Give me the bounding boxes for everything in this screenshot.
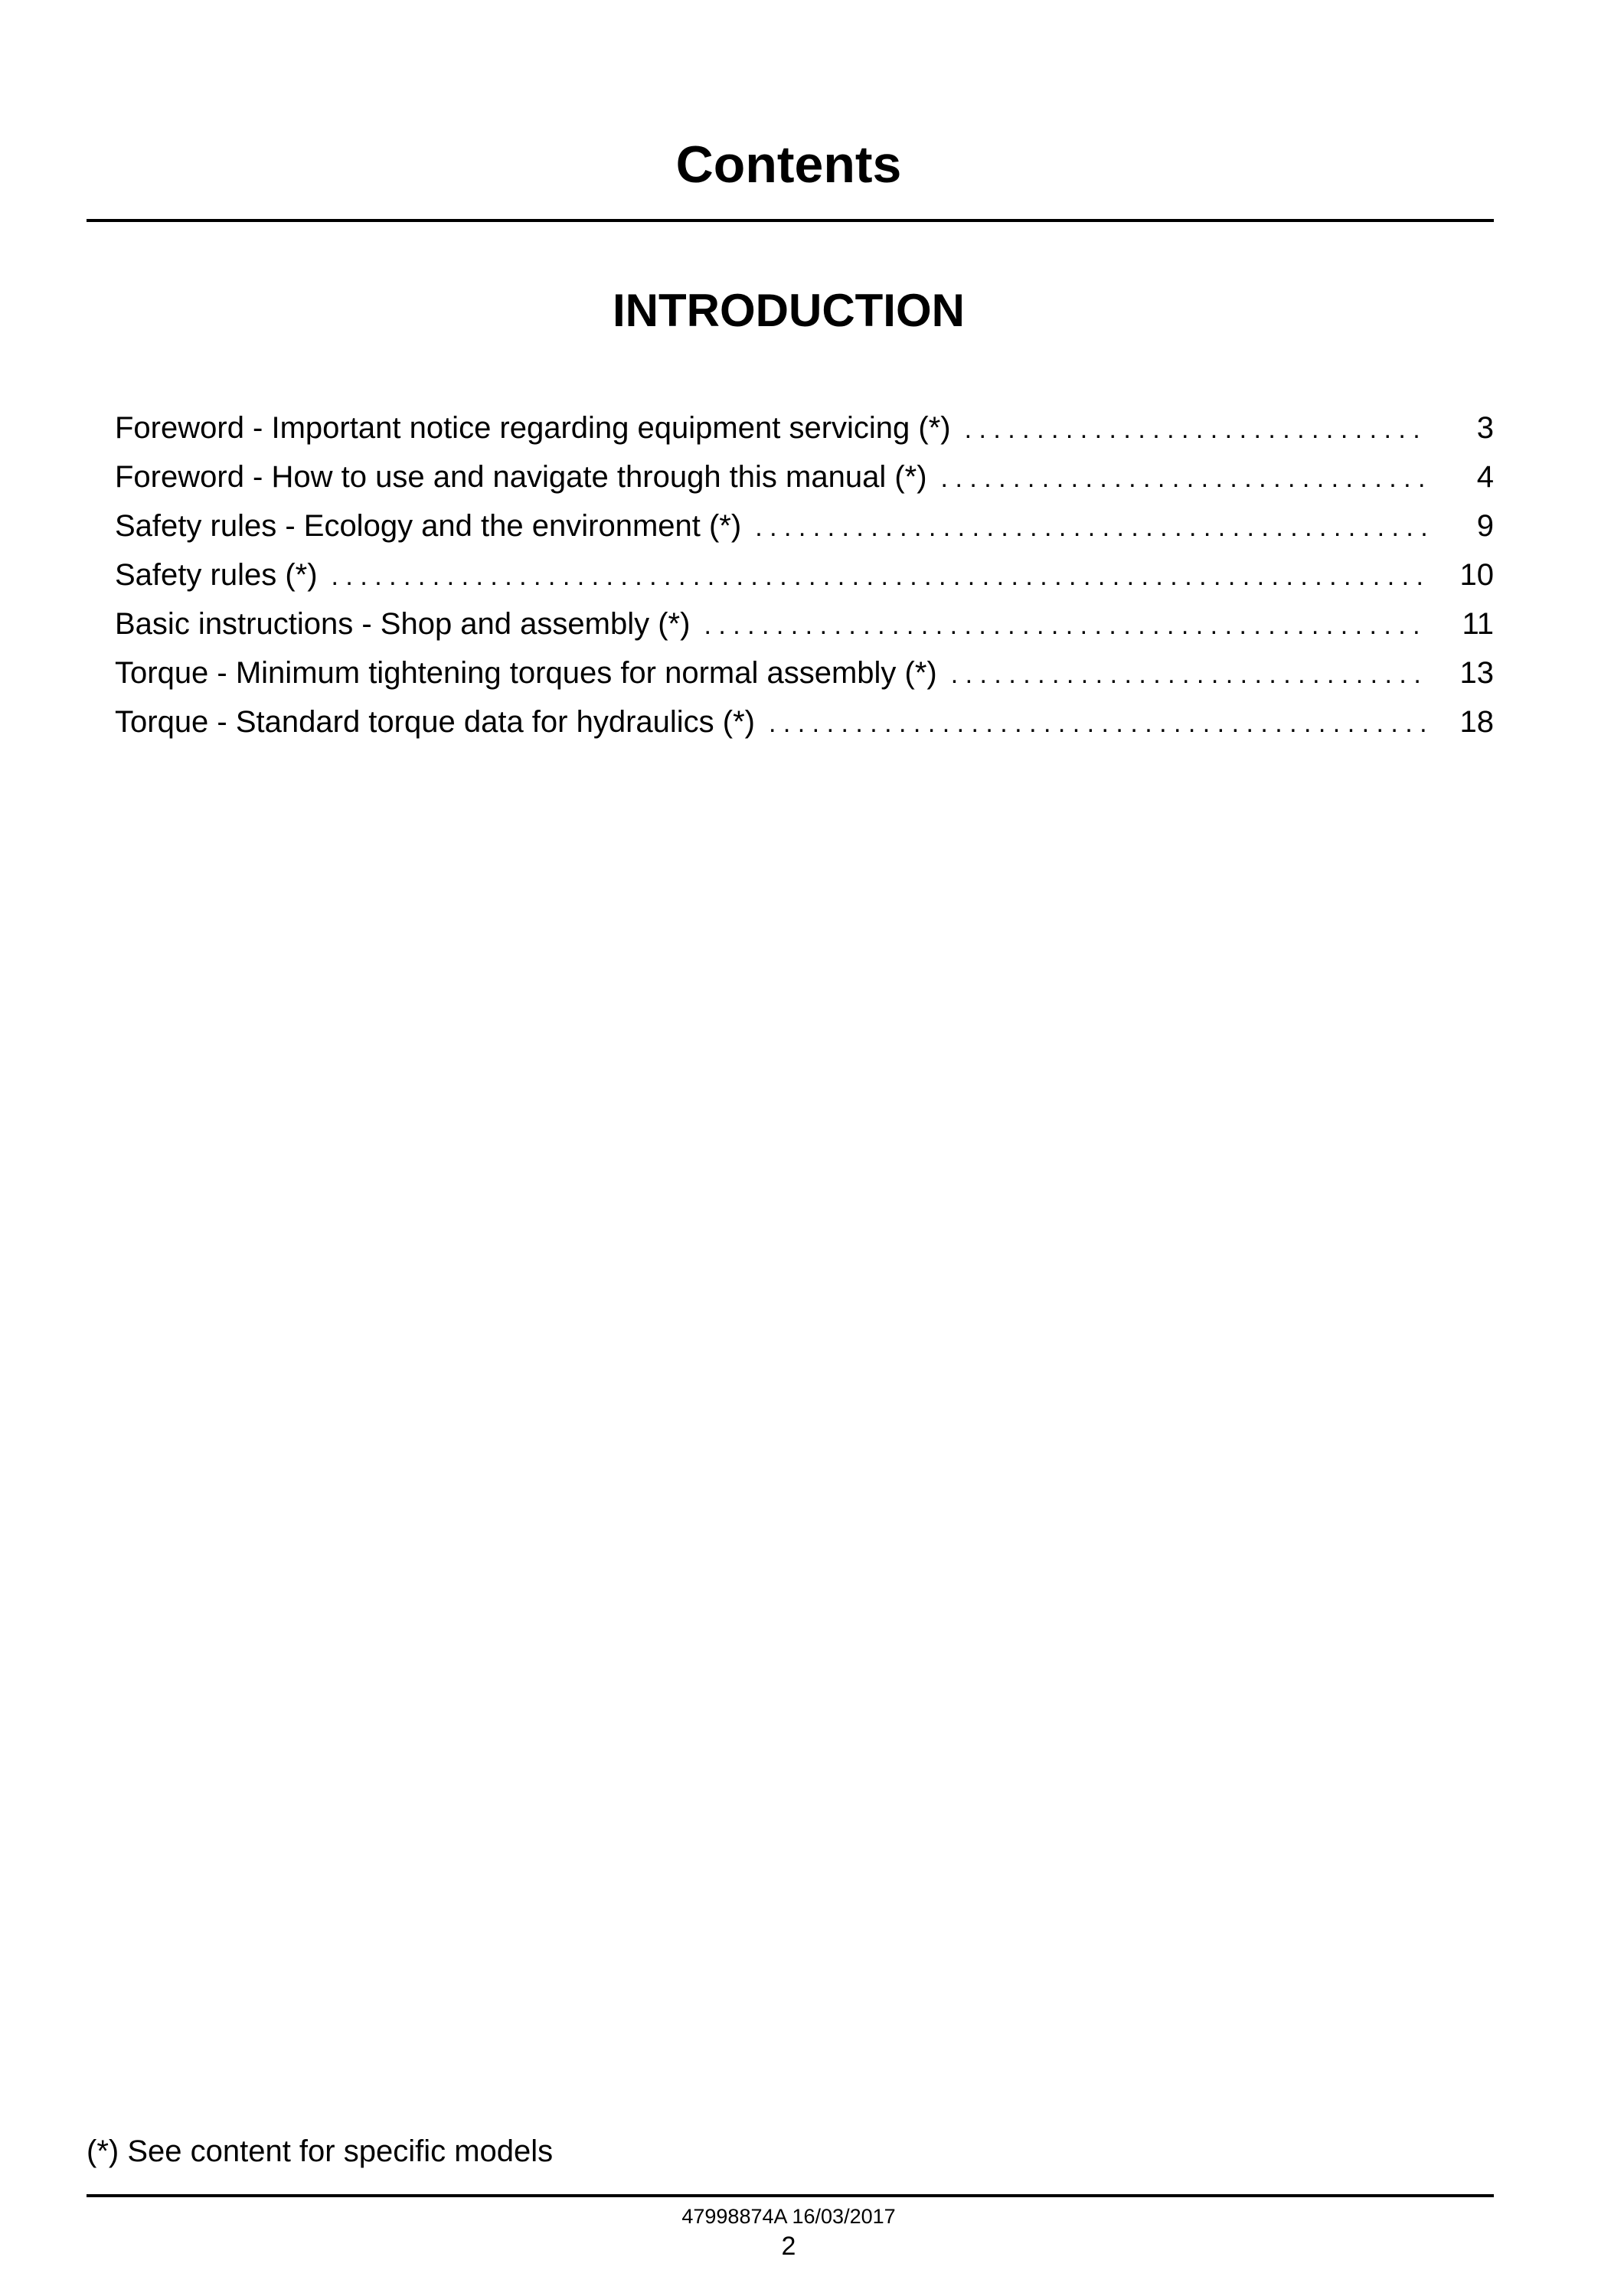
document-id: 47998874A 16/03/2017: [681, 2205, 896, 2228]
toc-dot-leader: [951, 650, 1430, 699]
toc-dot-leader: [769, 699, 1430, 748]
toc-entry-page: 11: [1462, 607, 1494, 641]
toc-entry-title: Basic instructions - Shop and assembly (*): [115, 607, 691, 641]
toc-entry-title: Foreword - How to use and navigate through this manual (*): [115, 460, 927, 494]
toc-entry[interactable]: [115, 599, 1494, 648]
toc-dot-leader: [755, 503, 1430, 552]
toc-entry-title: Safety rules - Ecology and the environment (*): [115, 509, 742, 543]
toc-dot-leader: [332, 552, 1430, 601]
toc-dot-leader: [965, 405, 1430, 454]
toc-entry-title: Safety rules (*): [115, 558, 318, 592]
toc-entry-page: 9: [1476, 509, 1494, 543]
page-title: Contents: [675, 136, 902, 194]
toc-entry-title: Torque - Standard torque data for hydraulics (*): [115, 705, 755, 739]
toc-dot-leader: [704, 601, 1430, 650]
section-title: INTRODUCTION: [613, 285, 965, 336]
toc-entry[interactable]: [115, 403, 1494, 452]
toc-entry-page: 4: [1476, 460, 1494, 494]
toc-entry[interactable]: [115, 501, 1494, 550]
toc-entry-title: Foreword - Important notice regarding equipment servicing (*): [115, 411, 951, 445]
toc-entry[interactable]: [115, 648, 1494, 697]
table-of-contents: [115, 403, 1494, 746]
toc-entry[interactable]: [115, 550, 1494, 599]
toc-entry-page: 13: [1459, 656, 1494, 690]
toc-entry-title: Torque - Minimum tightening torques for normal assembly (*): [115, 656, 937, 690]
footnote: (*) See content for specific models: [87, 2134, 554, 2168]
toc-dot-leader: [941, 454, 1430, 503]
toc-entry-page: 18: [1459, 705, 1494, 739]
toc-entry[interactable]: [115, 452, 1494, 501]
toc-entry[interactable]: [115, 697, 1494, 746]
toc-entry-page: 10: [1459, 558, 1494, 592]
page-number: 2: [781, 2232, 796, 2261]
toc-entry-page: 3: [1476, 411, 1494, 445]
footer-rule: [87, 2194, 1494, 2197]
header-rule: [87, 219, 1494, 222]
